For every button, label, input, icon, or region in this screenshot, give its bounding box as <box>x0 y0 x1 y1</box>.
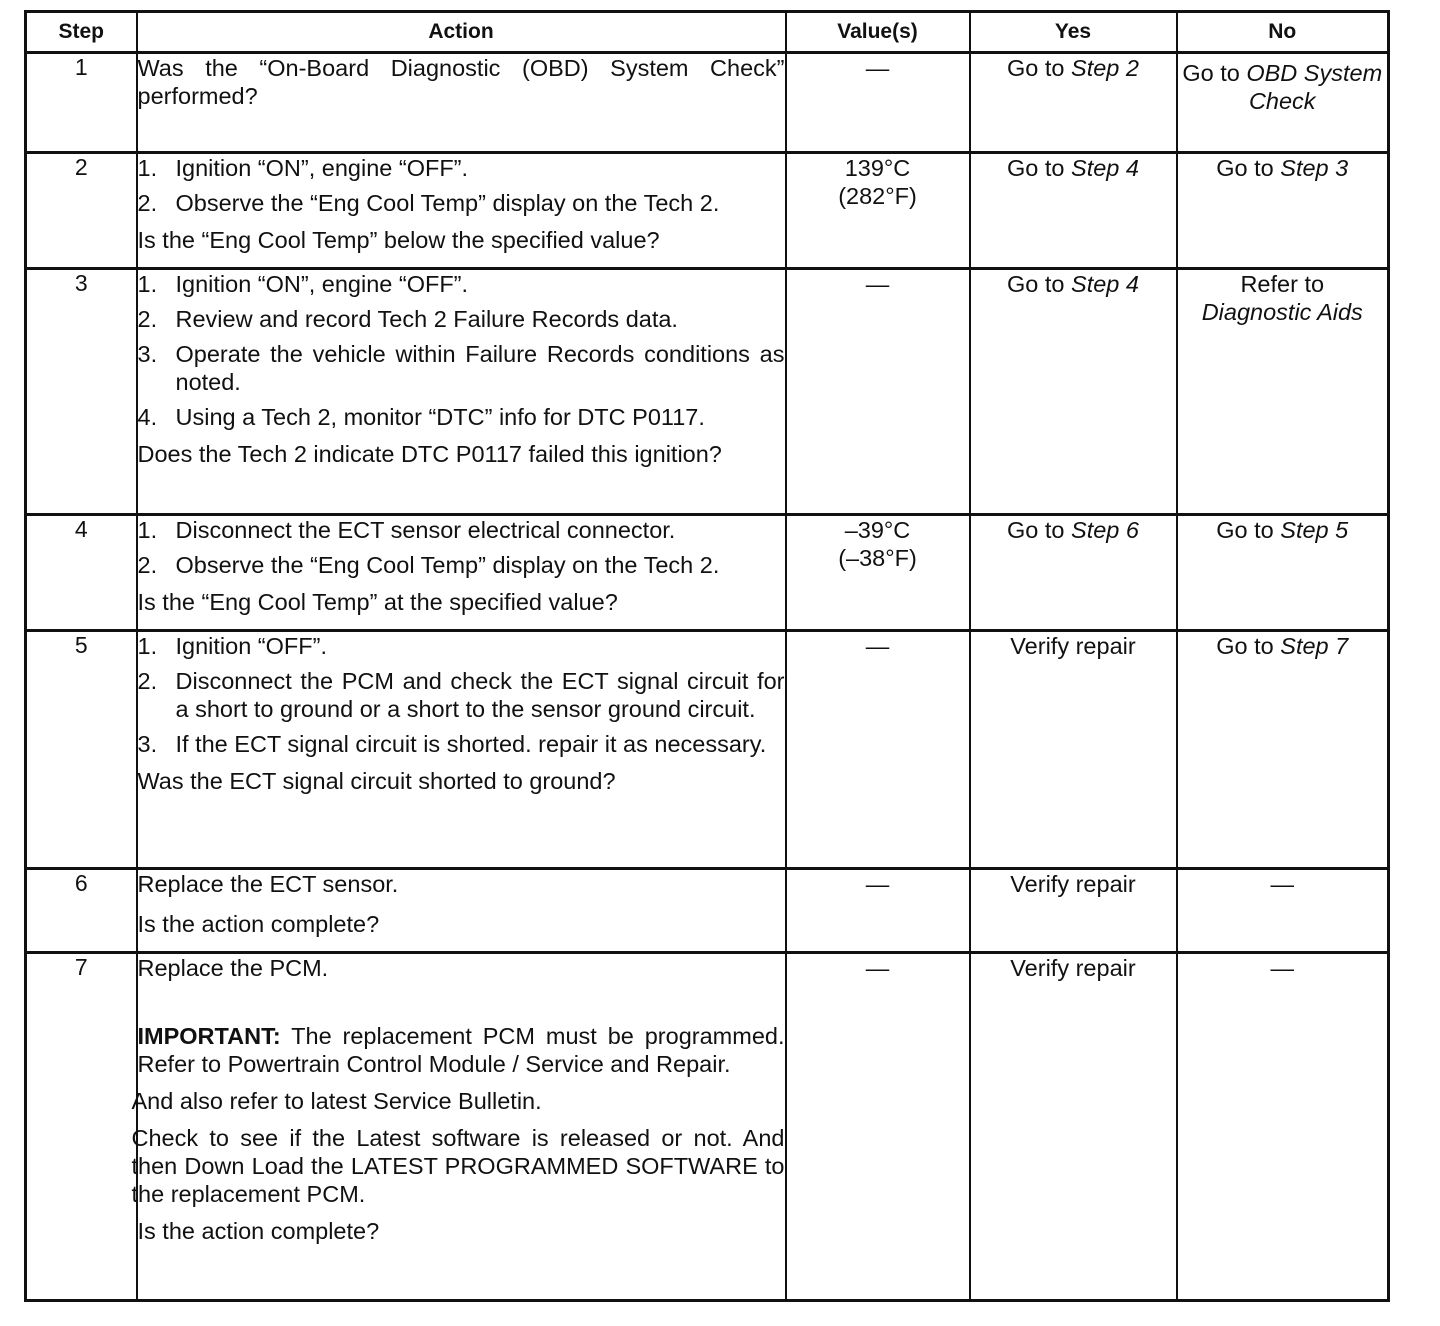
table-row <box>26 269 1389 515</box>
action-cell <box>137 515 786 631</box>
action-cell <box>131 953 786 1301</box>
action-list <box>138 154 785 217</box>
yes-cell <box>970 269 1177 515</box>
value-cell: — <box>786 631 970 869</box>
action-cell <box>137 869 786 953</box>
step-number: 2 <box>26 153 137 269</box>
no-step-ref: OBD System Check <box>1246 60 1383 114</box>
header-yes: Yes <box>970 12 1177 53</box>
action-item: 4. Using a Tech 2, monitor “DTC” info for DTC P0117. <box>137 404 705 430</box>
step-number: 1 <box>26 53 137 153</box>
action-cell <box>137 53 786 153</box>
software-note: Check to see if the Latest software is released or not. And then Down Load the LATEST PROGRAMMED SOFTWARE to the replacement PCM. <box>131 1125 785 1207</box>
yes-step-ref: Step 6 <box>1071 517 1139 543</box>
action-item: 1. Ignition “OFF”. <box>137 633 327 659</box>
table-row <box>26 153 1389 269</box>
bulletin-note: And also refer to latest Service Bulletin. <box>131 1088 542 1114</box>
action-cell <box>137 269 786 515</box>
action-question: Is the “Eng Cool Temp” at the specified value? <box>137 589 618 615</box>
action-list <box>138 516 785 579</box>
action-item: 1. Disconnect the ECT sensor electrical connector. <box>137 517 676 543</box>
value-cell: — <box>786 269 970 515</box>
no-cell: — <box>1177 869 1389 953</box>
table-row <box>26 53 1389 153</box>
yes-prefix: Go to <box>1007 271 1072 297</box>
no-step-ref: Step 3 <box>1280 155 1349 181</box>
action-text: Replace the PCM. <box>137 955 329 981</box>
no-cell <box>1177 515 1389 631</box>
action-question: Is the action complete? <box>137 1218 380 1244</box>
table-row <box>26 953 1389 1301</box>
action-item: 3. Operate the vehicle within Failure Records conditions as noted. <box>137 341 785 395</box>
yes-cell: Verify repair <box>970 631 1177 869</box>
no-cell: — <box>1177 953 1389 1301</box>
action-text: Replace the ECT sensor. <box>137 871 399 897</box>
yes-cell <box>970 53 1177 153</box>
value-celsius: –39°C <box>844 517 911 543</box>
no-prefix: Go to <box>1216 155 1281 181</box>
action-question: Is the “Eng Cool Temp” below the specified value? <box>137 227 660 253</box>
yes-cell: Verify repair <box>970 953 1177 1301</box>
important-label: IMPORTANT: <box>137 1023 281 1049</box>
yes-prefix: Go to <box>1007 155 1072 181</box>
step-number: 3 <box>26 269 137 515</box>
no-cell <box>1177 269 1389 515</box>
yes-prefix: Go to <box>1007 517 1072 543</box>
action-item: 3. If the ECT signal circuit is shorted. repair it as necessary. <box>137 731 767 757</box>
important-note <box>138 1022 785 1078</box>
value-cell: — <box>786 53 970 153</box>
action-cell <box>137 631 786 869</box>
table-row <box>26 515 1389 631</box>
step-number: 5 <box>26 631 137 869</box>
no-step-ref: Step 7 <box>1280 633 1349 659</box>
value-fahrenheit: (–38°F) <box>838 545 917 571</box>
no-step-ref: Diagnostic Aids <box>1201 299 1363 325</box>
no-prefix: Go to <box>1216 633 1281 659</box>
action-item: 2. Review and record Tech 2 Failure Records data. <box>137 306 678 332</box>
header-action: Action <box>137 12 786 53</box>
value-celsius: 139°C <box>844 155 911 181</box>
header-row <box>26 12 1389 53</box>
action-question: Was the “On-Board Diagnostic (OBD) System Check” performed? <box>137 55 785 109</box>
yes-step-ref: Step 4 <box>1071 271 1139 297</box>
header-values: Value(s) <box>786 12 970 53</box>
value-cell: — <box>786 869 970 953</box>
diagnostic-table <box>24 10 1390 1302</box>
action-question: Is the action complete? <box>137 911 380 937</box>
spacer <box>138 982 785 1022</box>
value-fahrenheit: (282°F) <box>838 183 917 209</box>
action-item: 2. Observe the “Eng Cool Temp” display on the Tech 2. <box>137 190 720 216</box>
action-item: 1. Ignition “ON”, engine “OFF”. <box>137 155 469 181</box>
action-item: 1. Ignition “ON”, engine “OFF”. <box>137 271 469 297</box>
yes-cell <box>970 153 1177 269</box>
no-cell <box>1177 53 1389 153</box>
value-cell <box>786 515 970 631</box>
no-prefix: Go to <box>1182 60 1247 86</box>
no-cell <box>1177 153 1389 269</box>
no-prefix: Go to <box>1216 517 1281 543</box>
action-list <box>138 632 785 758</box>
table-row <box>26 869 1389 953</box>
yes-step-ref: Step 4 <box>1071 155 1139 181</box>
header-step: Step <box>26 12 137 53</box>
no-prefix: Refer to <box>1240 271 1325 297</box>
step-number: 4 <box>26 515 137 631</box>
important-text: The replacement PCM must be programmed. Refer to Powertrain Control Module / Service and Repair. <box>137 1023 785 1077</box>
action-item: 2. Observe the “Eng Cool Temp” display on the Tech 2. <box>137 552 720 578</box>
action-question: Does the Tech 2 indicate DTC P0117 failed this ignition? <box>137 441 722 467</box>
no-step-ref: Step 5 <box>1280 517 1349 543</box>
no-cell <box>1177 631 1389 869</box>
table-row <box>26 631 1389 869</box>
action-list <box>138 270 785 431</box>
yes-step-ref: Step 2 <box>1071 55 1139 81</box>
value-cell <box>786 153 970 269</box>
yes-cell: Verify repair <box>970 869 1177 953</box>
yes-cell <box>970 515 1177 631</box>
action-question: Was the ECT signal circuit shorted to ground? <box>137 768 616 794</box>
header-no: No <box>1177 12 1389 53</box>
step-number: 7 <box>26 953 137 1301</box>
yes-prefix: Go to <box>1007 55 1072 81</box>
action-cell <box>137 153 786 269</box>
action-item: 2. Disconnect the PCM and check the ECT signal circuit for a short to ground or a short to the sensor ground circuit. <box>137 668 785 722</box>
value-cell: — <box>786 953 970 1301</box>
step-number: 6 <box>26 869 137 953</box>
